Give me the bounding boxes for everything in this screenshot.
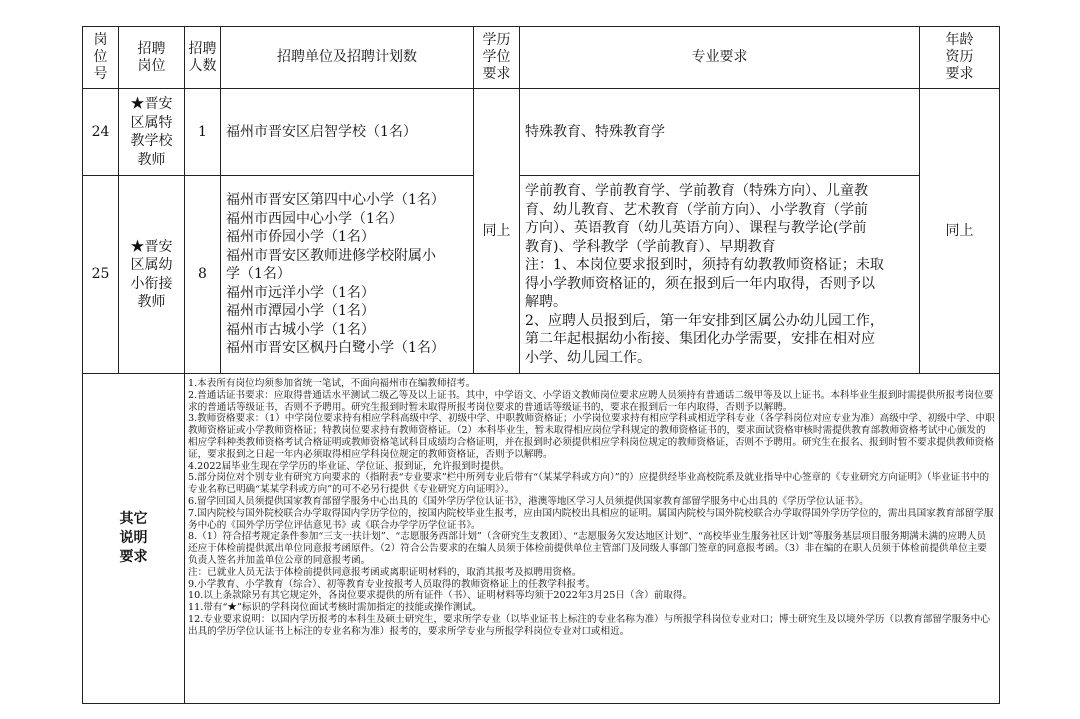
header-edu-degree: 学历 学位 要求 — [474, 27, 520, 89]
post-name: ★晋安 区属幼 小衔接 教师 — [119, 176, 185, 374]
major-requirement: 学前教育、学前教育学、学前教育（特殊方向）、儿童教 育、幼儿教育、艺术教育（学前方向）、小学教育（学前 方向）、英语教育（幼儿英语方向）、课程与教学论(学前 教育)、学科教学（学前教育）、早期教育 注：1、本岗位要求报到时，须持有幼教教师资格证；未取 得小学教师资格证的，须在报到后一年内取得，否则予以 解聘。 2、应聘人员报到后，第一年安排到区属公办幼儿园工作， 第二年起根据幼小衔接、集团化办学需要，安排在相对应 小学、幼儿园工作。 — [520, 176, 920, 374]
note-item: 3.教师资格要求：（1）中学岗位要求持有相应学科高级中学、初级中学、中职教师资格证；小学岗位要求持有相应学科或相近学科专业（各学科岗位对应专业为准）高级中学、初级中学、中职教师资格证或小学教师资格证；特教岗位要求持有教师资格证。（2）本科毕业生，暂未取得相应岗位学科规定的教师资格证书的，要求面试资格审核时需提供教育部教师资格考试中心颁发的相应学科种类教师资格考试合格证明或教师资格笔试科目成绩均合格证明，并在报到时必须提供相应学科岗位规定的教师资格证，否则不予聘用。研究生在报名、报到时暂不要求提供教师资格证，要求报到之日起一年内必须取得相应学科岗位规定的教师资格证，否则予以解聘。 — [188, 413, 995, 460]
note-item: 10.以上条款除另有其它规定外，各岗位要求提供的所有证件（书）、证明材料等均须于2022年3月25日（含）前取得。 — [188, 590, 693, 602]
age-requirement: 同上 — [920, 89, 1000, 374]
note-item: 9.小学教育、小学教育（综合）、初等教育专业按报考人员取得的教师资格证上的任教学科报考。 — [188, 578, 596, 590]
note-item: 5.部分岗位对个别专业有研究方向要求的（指附表“专业要求”栏中所列专业后带有“（某某学科或方向）”的）应提供经毕业高校院系及就业指导中心签章的《专业研究方向证明》（毕业证书中的专业名称已明确“某某学科或方向”的可不必另行提供《专业研究方向证明》）。 — [188, 472, 990, 496]
note-item: 12.专业要求说明：以国内学历报考的本科生及硕士研究生，要求所学专业（以毕业证书上标注的专业名称为准）与所报学科岗位专业对口；博士研究生及以境外学历（以教育部留学服务中心出具的学历学位认证书上标注的专业名称为准）报考的，要求所学专业与所报学科岗位专业对口或相近。 — [188, 613, 990, 637]
edu-requirement: 同上 — [474, 89, 520, 374]
header-major: 专业要求 — [520, 27, 920, 89]
header-age: 年龄 资历 要求 — [920, 27, 1000, 89]
note-item: 注：已就业人员无法于体检前提供同意报考函或离职证明材料的，取消其报考及拟聘用资格。 — [188, 566, 582, 578]
header-post-name: 招聘 岗位 — [119, 27, 185, 89]
post-no: 24 — [83, 89, 119, 176]
post-name: ★晋安 区属特 教学校 教师 — [119, 89, 185, 176]
note-item: 6.留学回国人员须提供国家教育部留学服务中心出具的《国外学历学位认证书》，港澳等地区学习人员须提供国家教育部留学服务中心出具的《学历学位认证书》。 — [188, 495, 869, 507]
major-requirement: 特殊教育、特殊教育学 — [520, 89, 920, 176]
notes-row — [83, 374, 1000, 704]
table-header-row — [83, 27, 1000, 89]
unit-plan: 福州市晋安区第四中心小学（1名） 福州市西园中心小学（1名） 福州市侨园小学（1名） 福州市晋安区教师进修学校附属小 学（1名） 福州市远洋小学（1名） 福州市潭园小学（1名） 福州市古城小学（1名） 福州市晋安区枫丹白鹭小学（1名） — [221, 176, 474, 374]
notes-content — [185, 374, 1000, 704]
recruitment-table-page — [82, 26, 999, 704]
recruit-count: 8 — [185, 176, 221, 374]
unit-plan: 福州市晋安区启智学校（1名） — [221, 89, 474, 176]
post-no: 25 — [83, 176, 119, 374]
table-row — [83, 89, 1000, 176]
note-item: 8.（1）符合招考规定条件参加“三支一扶计划”、“志愿服务西部计划”（含研究生支教团）、“志愿服务欠发达地区计划”、“高校毕业生服务社区计划”等服务基层项目服务期满未满的应聘人员还应于体检前提供派出单位同意报考函原件。（2）符合公告要求的在编人员须于体检前提供单位主管部门及同级人事部门签章的同意报考函。（3）非在编的在职人员须于体检前提供单位主要负责人签名并加盖单位公章的同意报考函。 — [188, 531, 987, 566]
header-count: 招聘 人数 — [185, 27, 221, 89]
note-item: 4.2022届毕业生现在学学历的毕业证、学位证、报到证，允许报到时提供。 — [188, 460, 510, 472]
header-unit-plan: 招聘单位及招聘计划数 — [221, 27, 474, 89]
table-row — [83, 176, 1000, 374]
note-item: 11.带有“★”标识的学科岗位面试考核时需加指定的技能或操作测试。 — [188, 602, 482, 614]
notes-label: 其它 说明 要求 — [83, 374, 185, 704]
note-item: 7.国内院校与国外院校联合办学取得国内学历学位的，按国内院校毕业生报考，应由国内院校出具相应的证明。属国内院校与国外院校联合办学取得国外学历学位的，需出具国家教育部留学服务中心的《国外学历学位评估意见书》或《联合办学学历学位证书》。 — [188, 507, 994, 531]
recruit-count: 1 — [185, 89, 221, 176]
note-item: 1.本表所有岗位均须参加省统一笔试，不面向福州市在编教师招考。 — [188, 378, 476, 389]
recruitment-table — [82, 26, 1000, 704]
note-item: 2.普通话证书要求：应取得普通话水平测试二级乙等及以上证书。其中，中学语文、小学语文教师岗位要求应聘人员须持有普通话二级甲等及以上证书。本科毕业生报到时需提供所报考岗位要求的普通话等级证书，否则不予聘用。研究生报到时暂未取得所报考岗位要求的普通话等级证书的，要求在报到后一年内取得，否则予以解聘。 — [188, 389, 994, 413]
header-post-no: 岗 位 号 — [83, 27, 119, 89]
